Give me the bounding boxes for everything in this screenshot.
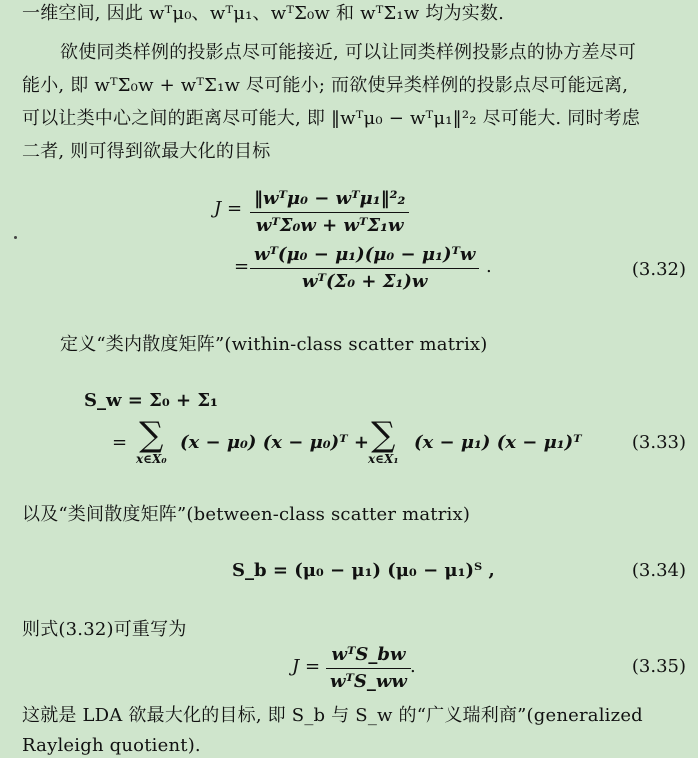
paragraph-line: 能小, 即 wᵀΣ₀w + wᵀΣ₁w 尽可能小; 而欲使异类样例的投影点尽可能远离, xyxy=(22,75,629,96)
equation-lhs: J = xyxy=(214,198,243,219)
fraction xyxy=(250,242,479,295)
fraction-denominator: wᵀS_ww xyxy=(330,671,407,692)
equation-line: S_b = (μ₀ − μ₁) (μ₀ − μ₁)ᵀ , xyxy=(232,560,495,581)
fraction-numerator: wᵀ(μ₀ − μ₁)(μ₀ − μ₁)ᵀw xyxy=(250,242,479,269)
fraction-numerator: ‖wᵀμ₀ − wᵀμ₁‖²₂ xyxy=(250,186,409,213)
sum-term: (x − μ₁) (x − μ₁)ᵀ xyxy=(414,432,582,453)
fraction-numerator: wᵀS_bw xyxy=(326,642,411,669)
equals-sign: = xyxy=(234,256,250,277)
fraction xyxy=(250,186,409,239)
equals-sign: = xyxy=(112,432,128,453)
sum-term: (x − μ₀) (x − μ₀)ᵀ + xyxy=(180,432,369,453)
equation-number: (3.34) xyxy=(631,560,686,581)
equation-3-34 xyxy=(232,560,698,581)
fraction xyxy=(326,642,411,695)
sum-symbol: ∑ xyxy=(139,415,164,455)
equation-number: (3.35) xyxy=(631,656,686,677)
summation xyxy=(136,415,167,466)
sum-subscript: x∈X₁ xyxy=(368,452,399,466)
summation xyxy=(368,415,399,466)
page-mark xyxy=(14,236,17,239)
equation-tail: . xyxy=(486,256,492,277)
paragraph-line: Rayleigh quotient). xyxy=(22,735,201,756)
paragraph-line: 以及“类间散度矩阵”(between-class scatter matrix) xyxy=(22,504,471,525)
paragraph-line: 一维空间, 因此 wᵀμ₀、wᵀμ₁、wᵀΣ₀w 和 wᵀΣ₁w 均为实数. xyxy=(22,3,505,24)
equation-tail: . xyxy=(410,656,416,677)
equation-line: S_w = Σ₀ + Σ₁ xyxy=(84,390,218,411)
paragraph-line: 则式(3.32)可重写为 xyxy=(22,619,187,640)
equation-lhs: J = xyxy=(292,656,321,677)
sum-symbol: ∑ xyxy=(371,415,396,455)
sum-subscript: x∈X₀ xyxy=(136,452,167,466)
equation-number: (3.32) xyxy=(631,259,686,280)
paragraph-line: 定义“类内散度矩阵”(within-class scatter matrix) xyxy=(60,334,488,355)
equation-number: (3.33) xyxy=(631,432,686,453)
fraction-denominator: wᵀ(Σ₀ + Σ₁)w xyxy=(302,271,428,292)
paragraph-line: 这就是 LDA 欲最大化的目标, 即 S_b 与 S_w 的“广义瑞利商”(generalized xyxy=(22,705,643,726)
paragraph-line: 可以让类中心之间的距离尽可能大, 即 ‖wᵀμ₀ − wᵀμ₁‖²₂ 尽可能大. 同时考虑 xyxy=(22,108,641,129)
paragraph-line: 二者, 则可得到欲最大化的目标 xyxy=(22,141,271,162)
fraction-denominator: wᵀΣ₀w + wᵀΣ₁w xyxy=(255,215,404,236)
paragraph-line: 欲使同类样例的投影点尽可能接近, 可以让同类样例投影点的协方差尽可 xyxy=(60,42,637,63)
